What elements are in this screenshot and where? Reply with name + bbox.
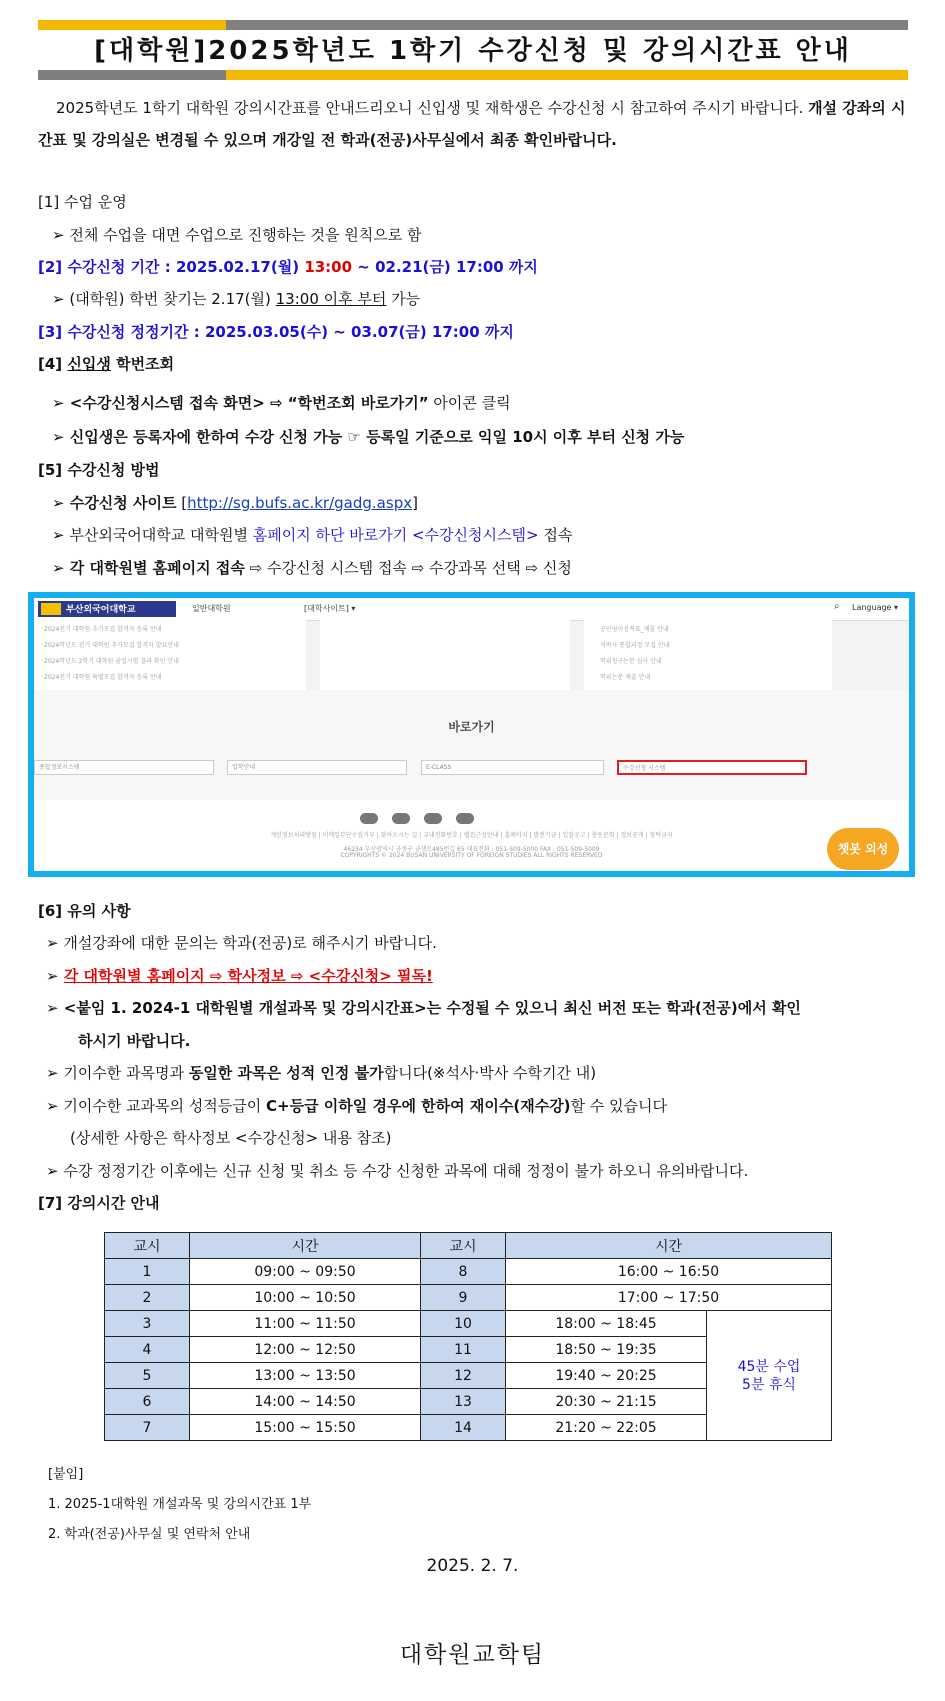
section-4-heading: [4] 신입생 학번조회: [38, 355, 175, 373]
table-row: 2 10:00 ~ 10:50 9 17:00 ~ 17:50: [105, 1285, 832, 1311]
chatbot-mascot: 챗봇 외성: [827, 828, 899, 870]
screenshot-panel-right: 공인영어성적표_제출 안내 석박사 통합과정 모집 안내 학위청구논문 심사 안내 학위논문 제출 안내: [584, 620, 832, 690]
blog-icon: [456, 813, 474, 824]
attachment-item-2: 2. 학과(전공)사무실 및 연락처 안내: [48, 1527, 251, 1542]
quicklink-portal: 종합정보시스템: [34, 760, 214, 775]
section-3-heading: [3] 수강신청 정정기간 : 2025.03.05(수) ~ 03.07(금) 17:00 까지: [38, 323, 514, 341]
section-4-item-1: ➢ <수강신청시스템 접속 화면> ⇨ “학번조회 바로가기” 아이콘 클릭: [52, 394, 511, 412]
table-row: 1 09:00 ~ 09:50 8 16:00 ~ 16:50: [105, 1259, 832, 1285]
screenshot-panel-left: 2024전기 대학원 추가모집 합격자 등록 안내 2024학년도 전기 대학원 추가모집 합격자 발표안내 2024학년도 2학기 대학원 졸업시험 결과 확인 안내 2024전기 대학원 특별모집 합격자 등록 안내: [34, 620, 306, 690]
section-7-heading: [7] 강의시간 안내: [38, 1194, 160, 1212]
section-2-item: ➢ (대학원) 학번 찾기는 2.17(월) 13:00 이후 부터 가능: [52, 290, 421, 308]
table-row: 6 14:00 ~ 14:50 13 20:30 ~ 21:15: [105, 1389, 832, 1415]
section-6-item-1: ➢ 개설강좌에 대한 문의는 학과(전공)로 해주시기 바랍니다.: [46, 934, 437, 952]
section-6-item-2: ➢ 각 대학원별 홈페이지 ⇨ 학사정보 ⇨ <수강신청> 필독!: [46, 967, 433, 985]
section-4-item-2: ➢ 신입생은 등록자에 한하여 수강 신청 가능 ☞ 등록일 기준으로 익일 10시 이후 부터 신청 가능: [52, 428, 685, 446]
section-5-item-3: ➢ 각 대학원별 홈페이지 접속 ⇨ 수강신청 시스템 접속 ⇨ 수강과목 선택 ⇨ 신청: [52, 559, 572, 577]
homepage-screenshot: [28, 592, 915, 877]
issuing-team: 대학원교학팀: [399, 1642, 546, 1668]
table-row: 5 13:00 ~ 13:50 12 19:40 ~ 20:25: [105, 1363, 832, 1389]
section-2-heading: [2] 수강신청 기간 : 2025.02.17(월) 13:00 ~ 02.21(금) 17:00 까지: [38, 258, 538, 276]
facebook-icon: [360, 813, 378, 824]
quicklink-eclass: E-CLASS: [421, 760, 604, 775]
section-1-item: ➢ 전체 수업을 대면 수업으로 진행하는 것을 원칙으로 함: [52, 226, 422, 244]
section-6-item-4: ➢ 기이수한 과목명과 동일한 과목은 성적 인정 불가합니다(※석사·박사 수학기간 내): [46, 1064, 597, 1082]
attachment-item-1: 1. 2025-1대학원 개설과목 및 강의시간표 1부: [48, 1497, 312, 1512]
section-1-heading: [1] 수업 운영: [38, 193, 127, 211]
quicklink-admission: 입학안내: [227, 760, 407, 775]
screenshot-quicklinks: [34, 690, 909, 800]
section-6-item-5-note: (상세한 사항은 학사정보 <수강신청> 내용 참조): [70, 1129, 392, 1147]
screenshot-nav: [34, 598, 909, 621]
section-6-heading: [6] 유의 사항: [38, 902, 131, 920]
intro-emphasis: 개설 강좌의 시간표 및 강의실은 변경될 수 있으며 개강일 전 학과(전공)사무실에서 최종 확인바랍니다.: [38, 99, 906, 149]
section-6-item-6: ➢ 수강 정정기간 이후에는 신규 신청 및 취소 등 수강 신청한 과목에 대해 정정이 불가 하오니 유의바랍니다.: [46, 1162, 749, 1180]
section-5-item-1: ➢ 수강신청 사이트 [http://sg.bufs.ac.kr/gadg.aspx]: [52, 494, 418, 512]
page-title: [대학원]2025학년도 1학기 수강신청 및 강의시간표 안내: [94, 36, 852, 66]
screenshot-footer: 개인정보처리방침 | 이메일무단수집거부 | 찾아오시는 길 | 교내전화번호 | 웹접근성안내 | 홈페이지 | 발전기금 | 입찰공고 | 총동문회 | 정보공개 | 청탁금지 46234 부산광역시 금정구 금샘로485번길 65 대표전화 : 051-509-5000 FAX : 051-509-5009 COPYRIGHTS © 2024 BUSAN UNIVERSITY OF FOREIGN STUDIES ALL RIGHTS RESERVED: [34, 800, 909, 877]
title-bar-bottom: [38, 70, 908, 80]
evening-class-note: 45분 수업 5분 휴식: [707, 1311, 832, 1441]
section-6-item-3: ➢ <붙임 1. 2024-1 대학원별 개설과목 및 강의시간표>는 수정될 수 있으니 최신 버전 또는 학과(전공)에서 확인: [46, 999, 801, 1017]
section-5-item-2: ➢ 부산외국어대학교 대학원별 홈페이지 하단 바로가기 <수강신청시스템> 접속: [52, 526, 573, 544]
search-icon: ⌕: [834, 601, 840, 612]
screenshot-panel-center: [320, 620, 570, 690]
table-header-row: 교시 시간 교시 시간: [105, 1233, 832, 1259]
screenshot-menu-label: 일반대학원: [192, 604, 231, 613]
quicklinks-title: 바로가기: [448, 720, 495, 734]
section-5-heading: [5] 수강신청 방법: [38, 461, 160, 479]
instagram-icon: [424, 813, 442, 824]
table-row: 7 15:00 ~ 15:50 14 21:20 ~ 22:05: [105, 1415, 832, 1441]
section-6-item-5: ➢ 기이수한 교과목의 성적등급이 C+등급 이하일 경우에 한하여 재이수(재수강)할 수 있습니다: [46, 1097, 668, 1115]
table-row: 4 12:00 ~ 12:50 11 18:50 ~ 19:35: [105, 1337, 832, 1363]
title-bar-top: [38, 20, 908, 30]
class-period-table: [104, 1232, 832, 1441]
quicklink-course-registration: 수강신청 시스템: [617, 760, 807, 775]
screenshot-language: Language ▾: [852, 603, 899, 612]
registration-site-link[interactable]: http://sg.bufs.ac.kr/gadg.aspx: [187, 494, 413, 512]
attachment-heading: [붙임]: [48, 1467, 84, 1482]
screenshot-menu-site: [대학사이트] ▾: [304, 604, 356, 613]
youtube-icon: [392, 813, 410, 824]
section-6-item-3-cont: 하시기 바랍니다.: [78, 1032, 191, 1050]
intro-paragraph: 2025학년도 1학기 대학원 강의시간표를 안내드리오니 신입생 및 재학생은 수강신청 시 참고하여 주시기 바랍니다. 개설 강좌의 시간표 및 강의실은 변경될 수 있으며 개강일 전 학과(전공)사무실에서 최종 확인바랍니다.: [38, 99, 906, 149]
table-row: 3 11:00 ~ 11:50 10 18:00 ~ 18:45 45분 수업 5분 휴식: [105, 1311, 832, 1337]
university-logo: 부산외국어대학교: [38, 601, 176, 617]
document-date: 2025. 2. 7.: [426, 1556, 519, 1576]
